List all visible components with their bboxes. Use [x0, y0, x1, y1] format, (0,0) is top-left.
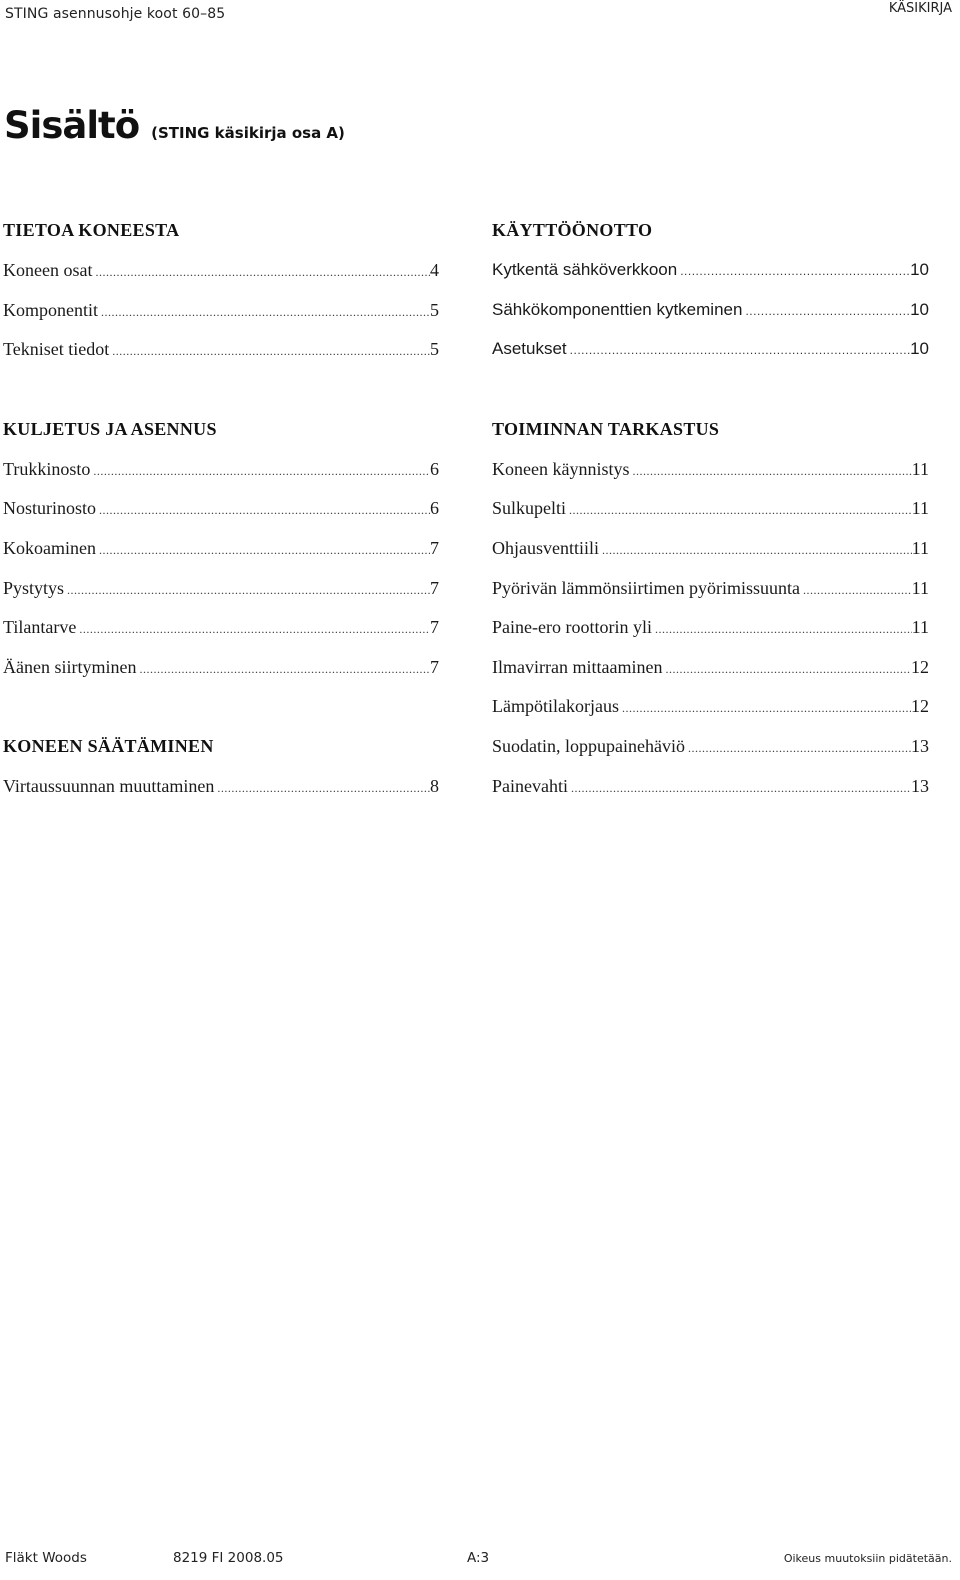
toc-right-column [492, 215, 929, 810]
toc-entry-label: Sulkupelti [492, 498, 567, 519]
toc-entry-label: Pystytys [3, 577, 65, 598]
dot-leader [93, 456, 430, 486]
toc-entry-page: 8 [430, 776, 439, 797]
dot-leader [569, 495, 912, 525]
toc-entry[interactable] [3, 771, 439, 811]
toc-entry-label: Paine-ero roottorin yli [492, 617, 652, 638]
dot-leader [655, 614, 912, 644]
toc-entry-page: 11 [911, 458, 929, 479]
toc-entry[interactable] [3, 573, 439, 613]
dot-leader [95, 257, 430, 287]
dot-leader [632, 456, 911, 486]
toc-entry[interactable] [3, 295, 439, 335]
toc-entry-page: 12 [911, 696, 929, 717]
toc-entry-label: Nosturinosto [3, 498, 97, 519]
toc-entry-page: 11 [911, 498, 929, 519]
section-heading: KULJETUS JA ASENNUS [3, 418, 217, 439]
document-type: KÄSIKIRJA [888, 1, 952, 16]
dot-leader [139, 654, 430, 684]
dot-leader [217, 773, 430, 803]
toc-entry-label: Ohjausventtiili [492, 537, 599, 558]
page-title [4, 104, 345, 147]
toc-entry-label: Virtaussuunnan muuttaminen [3, 776, 215, 797]
toc-entry[interactable] [492, 652, 929, 692]
dot-leader [99, 495, 430, 525]
title-main: Sisältö [4, 104, 140, 147]
toc-entry[interactable] [492, 493, 929, 533]
toc-entry-label: Äänen siirtyminen [3, 656, 137, 677]
toc-entry[interactable] [3, 612, 439, 652]
section-gap [3, 691, 439, 731]
toc-left-column [3, 215, 439, 811]
toc-entry-page: 5 [430, 299, 439, 320]
toc-entry-label: Kokoaminen [3, 537, 96, 558]
dot-leader [571, 773, 911, 803]
toc-entry-page: 6 [430, 498, 439, 519]
toc-entry-page: 7 [430, 537, 439, 558]
toc-entry[interactable] [492, 573, 929, 613]
dot-leader [622, 693, 911, 723]
dot-leader [602, 535, 912, 565]
toc-entry-label: Komponentit [3, 299, 98, 320]
toc-entry[interactable] [492, 295, 929, 335]
toc-entry[interactable] [3, 334, 439, 374]
section-heading: KONEEN SÄÄTÄMINEN [3, 736, 214, 757]
toc-entry-page: 7 [430, 656, 439, 677]
toc-entry-label: Suodatin, loppupainehäviö [492, 735, 685, 756]
document-title: STING asennusohje koot 60–85 [5, 6, 226, 22]
toc-entry[interactable] [3, 454, 439, 494]
toc-entry-label: Koneen osat [3, 260, 93, 280]
toc-entry-page: 4 [430, 260, 439, 280]
toc-entry-page: 10 [910, 339, 929, 359]
toc-entry[interactable] [492, 334, 929, 374]
dot-leader [101, 297, 430, 327]
toc-entry-label: Trukkinosto [3, 458, 91, 479]
dot-leader [688, 733, 911, 763]
dot-leader [570, 335, 910, 365]
toc-entry-page: 11 [911, 577, 929, 598]
toc-entry-label: Kytkentä sähköverkkoon [492, 260, 678, 279]
toc-entry-page: 13 [911, 775, 929, 796]
section-gap [492, 374, 929, 414]
section-gap [3, 374, 439, 414]
footer-page-number: A:3 [467, 1550, 490, 1566]
toc-entry[interactable] [492, 731, 929, 771]
toc-entry-page: 11 [911, 537, 929, 558]
toc-entry[interactable] [3, 493, 439, 533]
toc-entry[interactable] [492, 255, 929, 295]
section-heading: KÄYTTÖÖNOTTO [492, 220, 653, 240]
toc-entry-page: 10 [910, 260, 929, 279]
footer-doc-code: 8219 FI 2008.05 [173, 1550, 284, 1566]
dot-leader [79, 614, 430, 644]
toc-entry[interactable] [492, 691, 929, 731]
toc-entry[interactable] [3, 533, 439, 573]
dot-leader [665, 654, 911, 684]
toc-entry[interactable] [3, 652, 439, 692]
toc-entry[interactable] [492, 454, 929, 494]
toc-entry[interactable] [492, 612, 929, 652]
toc-entry-label: Pyörivän lämmönsiirtimen pyörimissuunta [492, 577, 800, 598]
toc-entry[interactable] [492, 533, 929, 573]
toc-entry-label: Painevahti [492, 775, 568, 796]
toc-entry-page: 7 [430, 617, 439, 638]
section-heading: TOIMINNAN TARKASTUS [492, 418, 720, 439]
toc-entry-page: 10 [910, 299, 929, 319]
dot-leader [803, 575, 912, 605]
toc-entry-page: 11 [911, 617, 929, 638]
toc-entry-label: Lämpötilakorjaus [492, 696, 619, 717]
footer-brand: Fläkt Woods [5, 1550, 87, 1566]
toc-entry-label: Sähkökomponenttien kytkeminen [492, 299, 743, 319]
toc-entry-label: Ilmavirran mittaaminen [492, 656, 663, 677]
dot-leader [67, 575, 430, 605]
toc-entry-page: 13 [911, 735, 929, 756]
toc-entry-label: Tilantarve [3, 617, 77, 638]
toc-entry-label: Tekniset tiedot [3, 339, 110, 360]
toc-entry-page: 7 [430, 577, 439, 598]
toc-entry-page: 6 [430, 458, 439, 479]
section-heading: TIETOA KONEESTA [3, 220, 180, 240]
toc-entry-page: 12 [911, 656, 929, 677]
dot-leader [112, 336, 430, 366]
dot-leader [745, 296, 910, 326]
footer-disclaimer: Oikeus muutoksiin pidätetään. [783, 1552, 952, 1565]
toc-entry-page: 5 [430, 339, 439, 360]
toc-entry[interactable] [492, 771, 929, 811]
title-subtitle: (STING käsikirja osa A) [151, 124, 345, 142]
toc-entry-label: Asetukset [492, 339, 567, 359]
toc-entry-label: Koneen käynnistys [492, 458, 630, 479]
dot-leader [99, 535, 430, 565]
toc-entry[interactable] [3, 255, 439, 295]
dot-leader [680, 256, 910, 286]
